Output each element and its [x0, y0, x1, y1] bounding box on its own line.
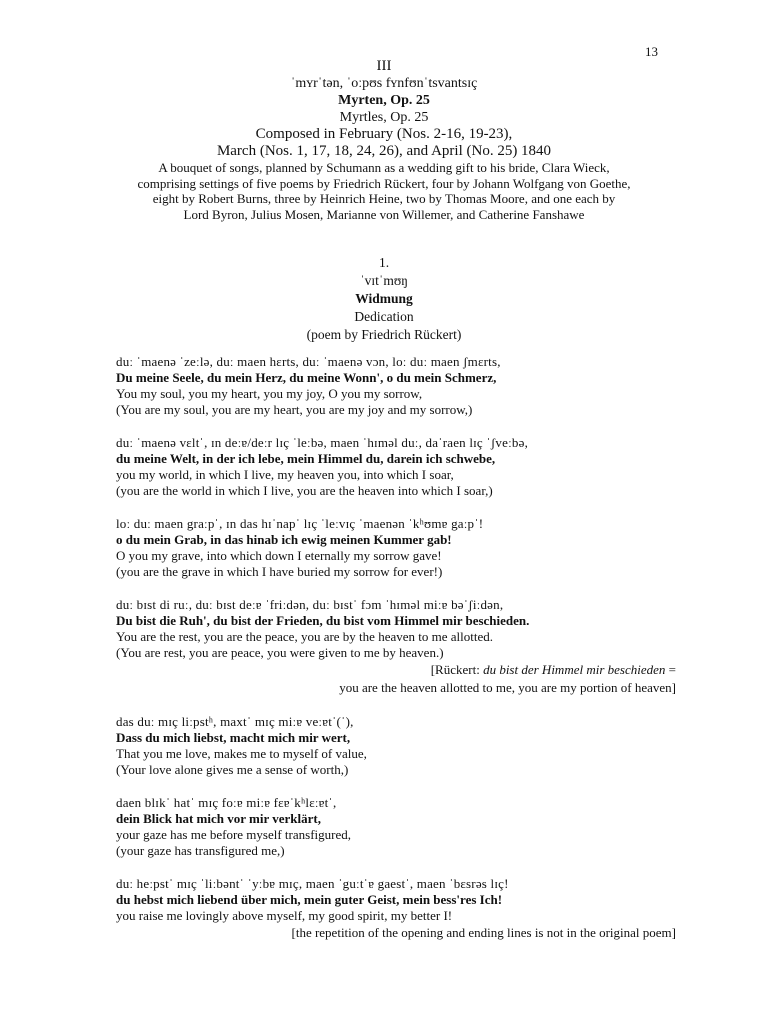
repetition-note: [the repetition of the opening and ending lines is not in the original poem] — [291, 925, 676, 940]
page-number: 13 — [645, 44, 658, 59]
german-line: dein Blick hat mich vor mir verklärt, — [116, 811, 321, 826]
literal-translation-line: you raise me lovingly above myself, my good spirit, my better I! — [116, 908, 453, 923]
description-line: Lord Byron, Julius Mosen, Marianne von Willemer, and Catherine Fanshawe — [183, 206, 585, 222]
stanza — [116, 354, 676, 418]
paraphrase-line: (Your love alone gives me a sense of worth,) — [116, 762, 349, 777]
german-line: o du mein Grab, in das hinab ich ewig meinen Kummer gab! — [116, 532, 452, 547]
german-line: du hebst mich liebend über mich, mein guter Geist, mein bess'res Ich! — [116, 892, 503, 907]
literal-translation-line: You my soul, you my heart, you my joy, O you my sorrow, — [116, 386, 423, 401]
ruckert-note-quote: du bist der Himmel mir beschieden — [483, 662, 666, 677]
german-line: du meine Welt, in der ich lebe, mein Himmel du, darein ich schwebe, — [116, 451, 496, 466]
literal-translation-line: That you me love, makes me to myself of value, — [116, 746, 367, 761]
description-line: eight by Robert Burns, three by Heinrich Heine, two by Thomas Moore, and one each by — [152, 191, 616, 206]
collection-ipa-title: ˈmʏrˈtən, ˈoːpʊs fʏnfʊnˈtsvantsɪç — [290, 76, 478, 91]
song-translation: Dedication — [354, 309, 414, 324]
stanza — [116, 435, 676, 499]
paraphrase-line: (you are the grave in which I have buried my sorrow for ever!) — [116, 564, 443, 579]
literal-translation-line: O you my grave, into which down I eternally my sorrow gave! — [116, 548, 442, 563]
ipa-line: duː bɪst di ruː, duː bɪst deːɐ ˈfriːdən, duː bɪstˈ fɔm ˈhɪməl miːɐ bəˈʃiːdən, — [116, 597, 504, 612]
song-poet: (poem by Friedrich Rückert) — [306, 327, 462, 342]
ruckert-note-prefix: [Rückert: — [430, 662, 484, 677]
paraphrase-line: (You are rest, you are peace, you were given to me by heaven.) — [116, 645, 444, 660]
ipa-line: duː ˈmaenə vɛltˈ, ɪn deːɐ/deːr lɪç ˈleːbə, maen ˈhɪməl duː, daˈraen lɪç ˈʃveːbə, — [116, 435, 529, 450]
poem-stanzas — [116, 354, 676, 959]
ipa-line: daen blɪkˈ hatˈ mɪç foːɐ miːɐ fɛɐˈkʰlɛːɐtˈ, — [116, 795, 337, 810]
ruckert-note — [116, 661, 676, 679]
collection-title: Myrten, Op. 25 — [338, 93, 430, 108]
german-line: Du bist die Ruh', du bist der Frieden, du bist vom Himmel mir beschieden. — [116, 613, 530, 628]
composed-line-1: Composed in February (Nos. 2-16, 19-23), — [255, 126, 513, 142]
ruckert-note-suffix: = — [665, 662, 676, 677]
ruckert-note-line-2: you are the heaven allotted to me, you are my portion of heaven] — [339, 680, 676, 695]
song-title: Widmung — [355, 291, 413, 306]
ipa-line: das duː mɪç liːpstʰ, maxtˈ mɪç miːɐ veːɐtˈ(ˈ), — [116, 714, 354, 729]
stanza — [116, 795, 676, 859]
stanza — [116, 516, 676, 580]
collection-numeral: III — [376, 58, 392, 74]
paraphrase-line: (You are my soul, you are my heart, you are my joy and my sorrow,) — [116, 402, 473, 417]
german-line: Du meine Seele, du mein Herz, du meine Wonn', o du mein Schmerz, — [116, 370, 497, 385]
paraphrase-line: (you are the world in which I live, you are the heaven into which I soar,) — [116, 483, 493, 498]
song-header — [100, 254, 668, 344]
ipa-line: duː heːpstˈ mɪç ˈliːbəntˈ ˈyːbɐ mɪç, maen ˈguːtˈɐ gaestˈ, maen ˈbɛsrəs lɪç! — [116, 876, 509, 891]
song-number: 1. — [378, 255, 390, 270]
collection-subtitle: Myrtles, Op. 25 — [339, 110, 429, 125]
song-ipa-title: ˈvɪtˈmʊŋ — [360, 273, 408, 288]
stanza — [116, 876, 676, 942]
paraphrase-line: (your gaze has transfigured me,) — [116, 843, 285, 858]
ipa-line: duː ˈmaenə ˈzeːlə, duː maen hɛrts, duː ˈmaenə vɔn, loː duː maen ʃmɛrts, — [116, 354, 501, 369]
ipa-line: loː duː maen graːpˈ, ɪn das hɪˈnapˈ lɪç ˈleːvɪç ˈmaenən ˈkʰʊmɐ gaːpˈ! — [116, 516, 484, 531]
composed-line-2: March (Nos. 1, 17, 18, 24, 26), and April (No. 25) 1840 — [216, 143, 552, 159]
german-line: Dass du mich liebst, macht mich mir wert, — [116, 730, 351, 745]
stanza — [116, 597, 676, 697]
description-line: A bouquet of songs, planned by Schumann as a wedding gift to his bride, Clara Wieck, — [158, 160, 610, 175]
literal-translation-line: You are the rest, you are the peace, you are by the heaven to me allotted. — [116, 629, 493, 644]
stanza — [116, 714, 676, 778]
literal-translation-line: your gaze has me before myself transfigured, — [116, 827, 351, 842]
collection-header — [100, 58, 668, 222]
description-line: comprising settings of five poems by Friedrich Rückert, four by Johann Wolfgang von Goethe, — [137, 175, 631, 191]
literal-translation-line: you my world, in which I live, my heaven you, into which I soar, — [116, 467, 454, 482]
